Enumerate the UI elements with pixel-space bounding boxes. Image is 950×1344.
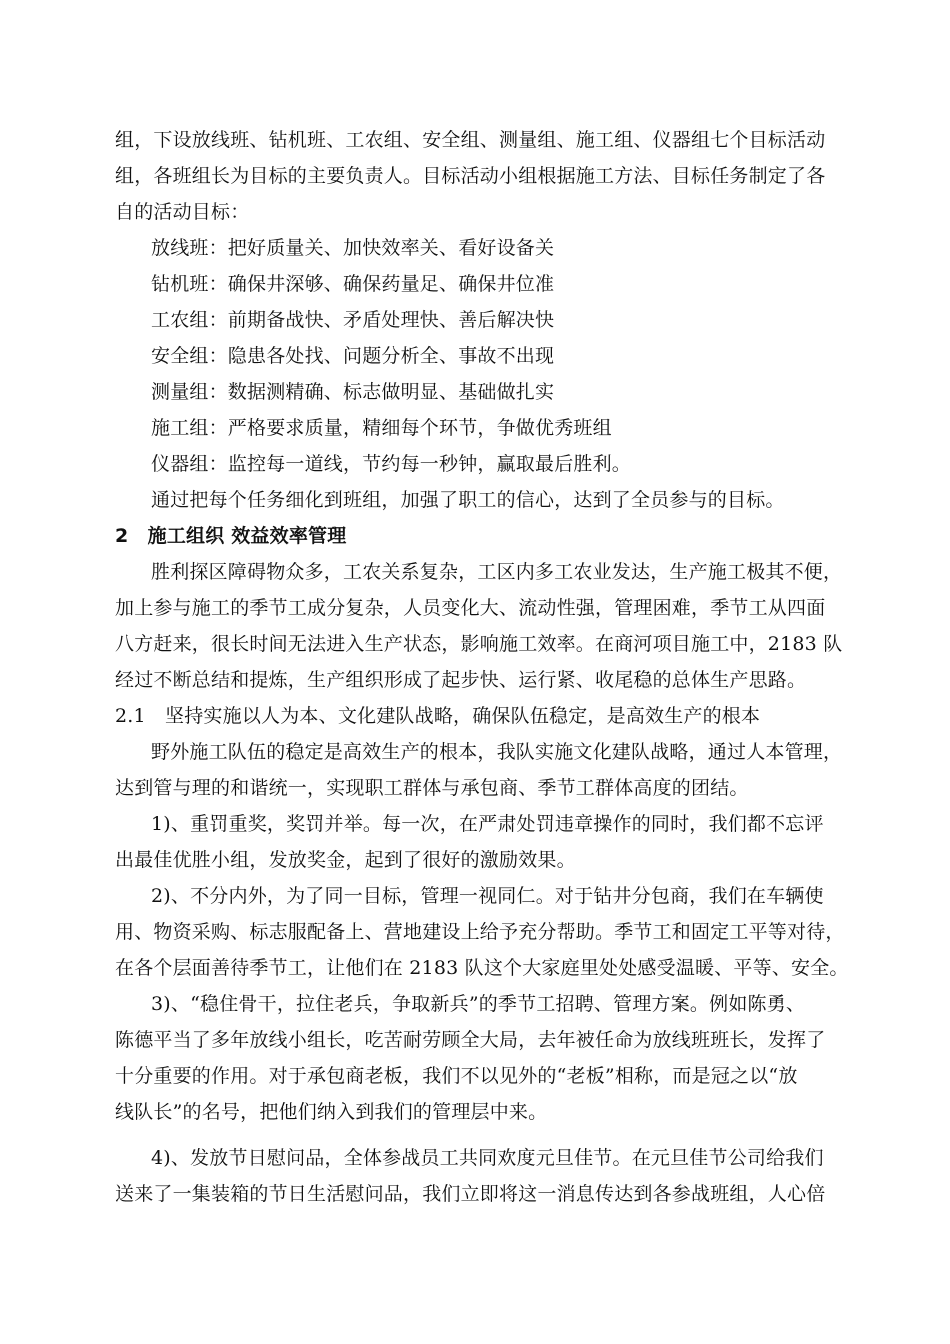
paragraph-line: 组，各班组长为目标的主要负责人。目标活动小组根据施工方法、目标任务制定了各 [115,165,826,187]
paragraph-line: 十分重要的作用。对于承包商老板，我们不以见外的“老板”相称，而是冠之以“放 [115,1065,798,1087]
paragraph-line: 2)、不分内外，为了同一目标，管理一视同仁。对于钻井分包商，我们在车辆使 [151,885,824,907]
section-heading: 2 施工组织 效益效率管理 [115,525,347,547]
paragraph-line: 3)、“稳住骨干，拉住老兵，争取新兵”的季节工招聘、管理方案。例如陈勇、 [151,993,806,1015]
paragraph-line: 组，下设放线班、钻机班、工农组、安全组、测量组、施工组、仪器组七个目标活动 [115,129,826,151]
paragraph-line: 胜利探区障碍物众多，工农关系复杂，工区内多工农业发达，生产施工极其不便， [151,561,843,583]
paragraph-line: 达到管与理的和谐统一，实现职工群体与承包商、季节工群体高度的团结。 [115,777,749,799]
paragraph-line: 在各个层面善待季节工，让他们在 2183 队这个大家庭里处处感受温暖、平等、安全。 [115,957,849,979]
paragraph-line: 线队长”的名号，把他们纳入到我们的管理层中来。 [115,1101,548,1123]
paragraph-line: 自的活动目标： [115,201,250,223]
goal-item-shigong: 施工组：严格要求质量，精细每个环节，争做优秀班组 [151,417,612,439]
goal-item-gongnong: 工农组：前期备战快、矛盾处理快、善后解决快 [151,309,555,331]
paragraph-line: 1)、重罚重奖，奖罚并举。每一次，在严肃处罚违章操作的同时，我们都不忘评 [151,813,824,835]
goal-item-yiqi: 仪器组：监控每一道线，节约每一秒钟，赢取最后胜利。 [151,453,632,475]
paragraph-line: 陈德平当了多年放线小组长，吃苦耐劳顾全大局，去年被任命为放线班班长，发挥了 [115,1029,826,1051]
paragraph-line: 八方赶来，很长时间无法进入生产状态，影响施工效率。在商河项目施工中，2183 队 [115,633,843,655]
goal-item-fangxian: 放线班：把好质量关、加快效率关、看好设备关 [151,237,555,259]
paragraph-line: 经过不断总结和提炼，生产组织形成了起步快、运行紧、收尾稳的总体生产思路。 [115,669,807,691]
paragraph-line: 出最佳优胜小组，发放奖金，起到了很好的激励效果。 [115,849,576,871]
goal-item-celiang: 测量组：数据测精确、标志做明显、基础做扎实 [151,381,555,403]
subsection-heading: 2.1 坚持实施以人为本、文化建队战略，确保队伍稳定，是高效生产的根本 [115,705,761,727]
paragraph-line: 野外施工队伍的稳定是高效生产的根本，我队实施文化建队战略，通过人本管理， [151,741,843,763]
paragraph-line: 加上参与施工的季节工成分复杂，人员变化大、流动性强，管理困难，季节工从四面 [115,597,826,619]
paragraph-line: 通过把每个任务细化到班组，加强了职工的信心，达到了全员参与的目标。 [151,489,785,511]
paragraph-line: 用、物资采购、标志服配备上、营地建设上给予充分帮助。季节工和固定工平等对待， [115,921,845,943]
goal-item-anquan: 安全组：隐患各处找、问题分析全、事故不出现 [151,345,555,367]
paragraph-line: 4)、发放节日慰问品，全体参战员工共同欢度元旦佳节。在元旦佳节公司给我们 [151,1147,824,1169]
goal-item-zuanji: 钻机班：确保井深够、确保药量足、确保井位准 [151,273,555,295]
paragraph-line: 送来了一集装箱的节日生活慰问品，我们立即将这一消息传达到各参战班组，人心倍 [115,1183,826,1205]
